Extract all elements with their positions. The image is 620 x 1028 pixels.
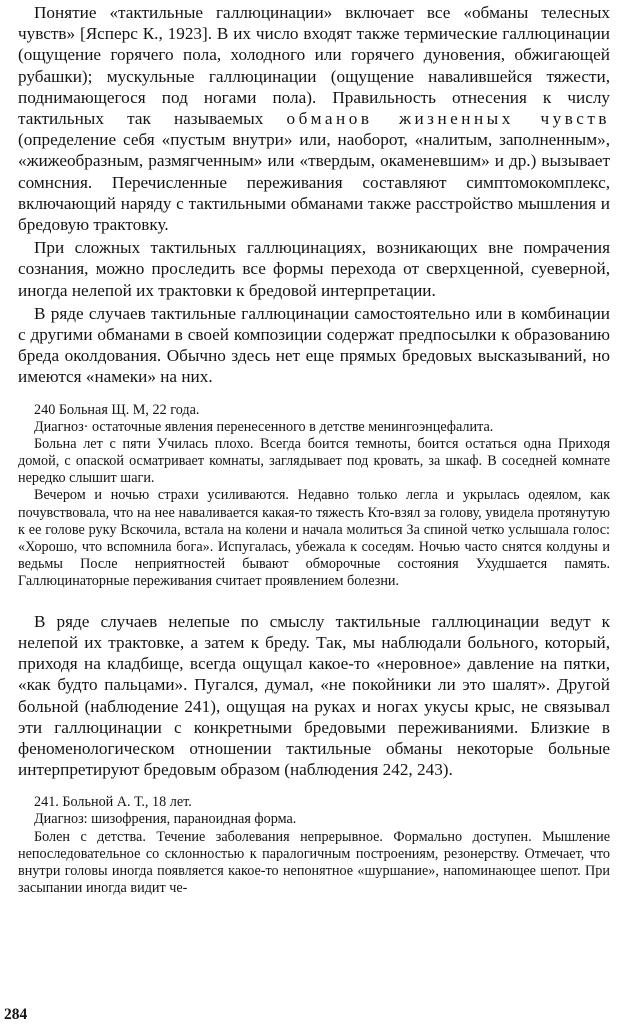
paragraph-2: При сложных тактильных галлюцинациях, возникающих вне помрачения сознания, можно проследить все формы перехода от сверхценной, суеверной, иногда нелепой их трактовки к бредовой интерпретации. <box>18 238 610 300</box>
page-number: 284 <box>4 1006 28 1023</box>
paragraph-1: Понятие «тактильные галлюцинации» включает все «обманы телесных чувств» [Ясперс К., 1923]. В их число входят также термические галлюцинации (ощущение горячего пола, холодного или горячего дуновения, обжигающей рубашки); мускульные галлюцинации (ощущение навалившейся тяжести, поднимающегося под ногами пола). Правильность отнесения к числу тактильных так называемых обманов жизненных чувств (определение себя «пустым внутри» или, наоборот, «налитым, заполненным», «жижеобразным, размягченным» или «твердым, окаменевшим» и др.) вызывает сомнсния. Перечисленные переживания составляют симптомокомплекс, включающий наряду с тактильными обманами также расстройство мышления и бредовую трактовку. <box>18 3 610 235</box>
case-240-title: 240 Больная Щ. М, 22 года. <box>34 401 200 418</box>
case-241-title: 241. Больной А. Т., 18 лет. <box>34 794 192 811</box>
paragraph-3: В ряде случаев тактильные галлюцинации самостоятельно или в комбинации с другими обманами в своей композиции содержат предпосылки к образованию бреда околдования. Обычно здесь нет еще прямых бредовых высказываний, но имеются «намеки» на них. <box>18 303 610 387</box>
case-241-text: Болен с детства. Течение заболевания непрерывное. Формально доступен. Мышление непоследовательное со склонностью к паралогичным построениям, резонерству. Отмечает, что внутри головы иногда появляется какое-то непонятное «шуршание», напоминающее шепот. При засыпании иногда видит че- <box>18 828 610 897</box>
case-240-text-1: Больна лет с пяти Училась плохо. Всегда боится темноты, боится остаться одна Приходя домой, с опаской осматривает комнаты, заглядывает под кровать, за шкаф. В соседней комнате нередко слышит шаги. <box>18 435 610 487</box>
case-241-diagnosis: Диагноз: шизофрения, параноидная форма. <box>34 811 297 828</box>
spaced-emphasis: обманов жизненных чувств <box>286 109 610 129</box>
case-240-diagnosis: Диагноз· остаточные явления перенесенного в детстве менингоэнцефалита. <box>34 418 494 435</box>
paragraph-4: В ряде случаев нелепые по смыслу тактильные галлюцинации ведут к нелепой их трактовке, а затем к бреду. Так, мы наблюдали больного, который, приходя на кладбище, всегда ощущал какое-то «неровное» давление на пятки, «как будто пальцами». Пугался, думал, «не покойники ли это шалят». Другой больной (наблюдение 241), ощущая на руках и ногах укусы крыс, не связывал эти галлюцинации с конкретными бредовыми переживаниями. Близкие в феноменологическом отношении тактильные обманы некоторые больные интерпретируют бредовым образом (наблюдения 242, 243). <box>18 611 610 780</box>
case-240-text-2: Вечером и ночью страхи усиливаются. Недавно только легла и укрылась одеялом, как почувствовала, что на нее наваливается какая-то тяжесть Кто-взял за голову, увидела протянутую к ее голове руку Вскочила, встала на колени и начала молиться За спиной четко услышала голос: «Хорошо, что вспомнила бога». Испугалась, убежала к соседям. Ночью часто снятся колдуны и ведьмы После неприятностей бывают обморочные состояния Ухудшается память. Галлюцинаторные переживания считает проявлением болезни. <box>18 487 610 590</box>
